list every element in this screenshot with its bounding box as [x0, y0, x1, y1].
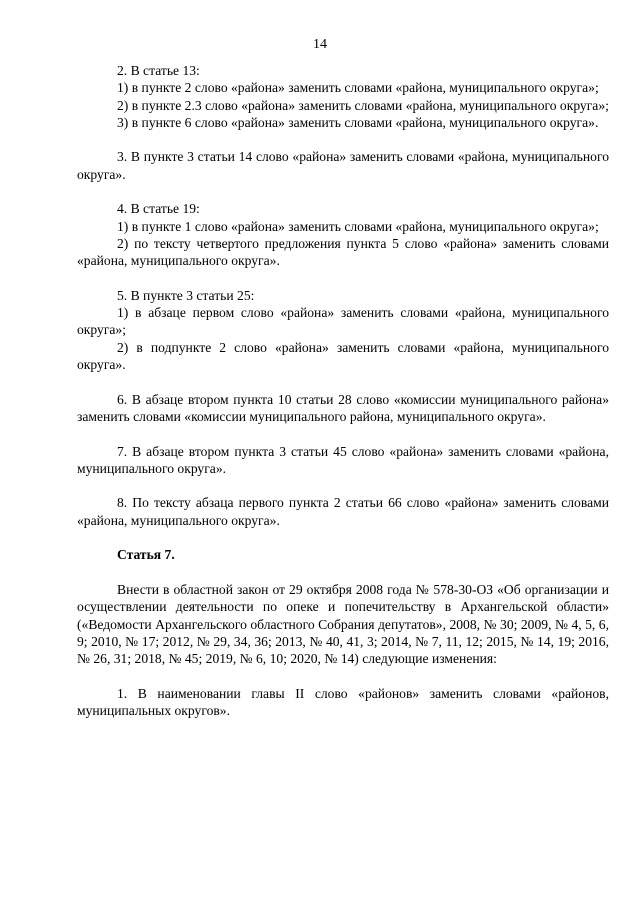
spacer [77, 667, 609, 684]
spacer [77, 373, 609, 390]
paragraph-article13-item1: 1) в пункте 2 слово «района» заменить словами «района, муниципального округа»; [117, 80, 599, 96]
paragraph-article13-item3: 3) в пункте 6 слово «района» заменить словами «района, муниципального округа». [117, 114, 599, 130]
paragraph-article25-item1: 1) в абзаце первом слово «района» заменить словами «района, муниципального округа»; [77, 305, 609, 338]
paragraph-article7-intro: Внести в областной закон от 29 октября 2008 года № 578-30-ОЗ «Об организации и осуществлении деятельности по опеке и попечительству в Архангельской области» («Ведомости Архангельского областного Собрания депутатов», 2008, № 30; 2009, № 4, 5, 6, 9; 2010, № 17; 2012, № 29, 34, 36; 2013, № 40, 41, 3; 2014, № 7, 11, 12; 2015, № 14, 19; 2016, № 26, 31; 2018, № 45; 2019, № 6, 10; 2020, № 14) следующие изменения: [77, 581, 609, 667]
spacer [77, 131, 609, 148]
paragraph-article14: 3. В пункте 3 статьи 14 слово «района» заменить словами «района, муниципального округа». [77, 149, 609, 182]
page-number: 14 [313, 37, 327, 52]
paragraph-article45: 7. В абзаце втором пункта 3 статьи 45 слово «района» заменить словами «района, муниципального округа». [77, 443, 609, 476]
paragraph-article25-intro: 5. В пункте 3 статьи 25: [117, 287, 255, 303]
paragraph-article13-item2: 2) в пункте 2.3 слово «района» заменить словами «района, муниципального округа»; [117, 97, 609, 113]
spacer [77, 564, 609, 581]
paragraph-article25-item2: 2) в подпункте 2 слово «района» заменить словами «района, муниципального округа». [77, 339, 609, 373]
paragraph-article19-item2: 2) по тексту четвертого предложения пункта 5 слово «района» заменить словами «района, муниципального округа». [77, 235, 609, 269]
paragraph-article66: 8. По тексту абзаца первого пункта 2 статьи 66 слово «района» заменить словами «района, муниципального округа». [77, 495, 609, 528]
paragraph-article19-item1: 1) в пункте 1 слово «района» заменить словами «района, муниципального округа»; [117, 218, 599, 234]
document-body [77, 62, 609, 719]
spacer [77, 270, 609, 287]
spacer [77, 183, 609, 200]
spacer [77, 477, 609, 494]
spacer [77, 425, 609, 442]
paragraph-article19-intro: 4. В статье 19: [117, 201, 200, 217]
paragraph-article28: 6. В абзаце втором пункта 10 статьи 28 слово «комиссии муниципального района» заменить словами «комиссии муниципального района, муниципального округа». [77, 391, 609, 424]
article-7-heading: Статья 7. [117, 547, 175, 563]
paragraph-article7-item1: 1. В наименовании главы II слово «районов» заменить словами «районов, муниципальных округов». [77, 685, 609, 718]
spacer [77, 529, 609, 546]
paragraph-article13-intro: 2. В статье 13: [117, 63, 200, 78]
